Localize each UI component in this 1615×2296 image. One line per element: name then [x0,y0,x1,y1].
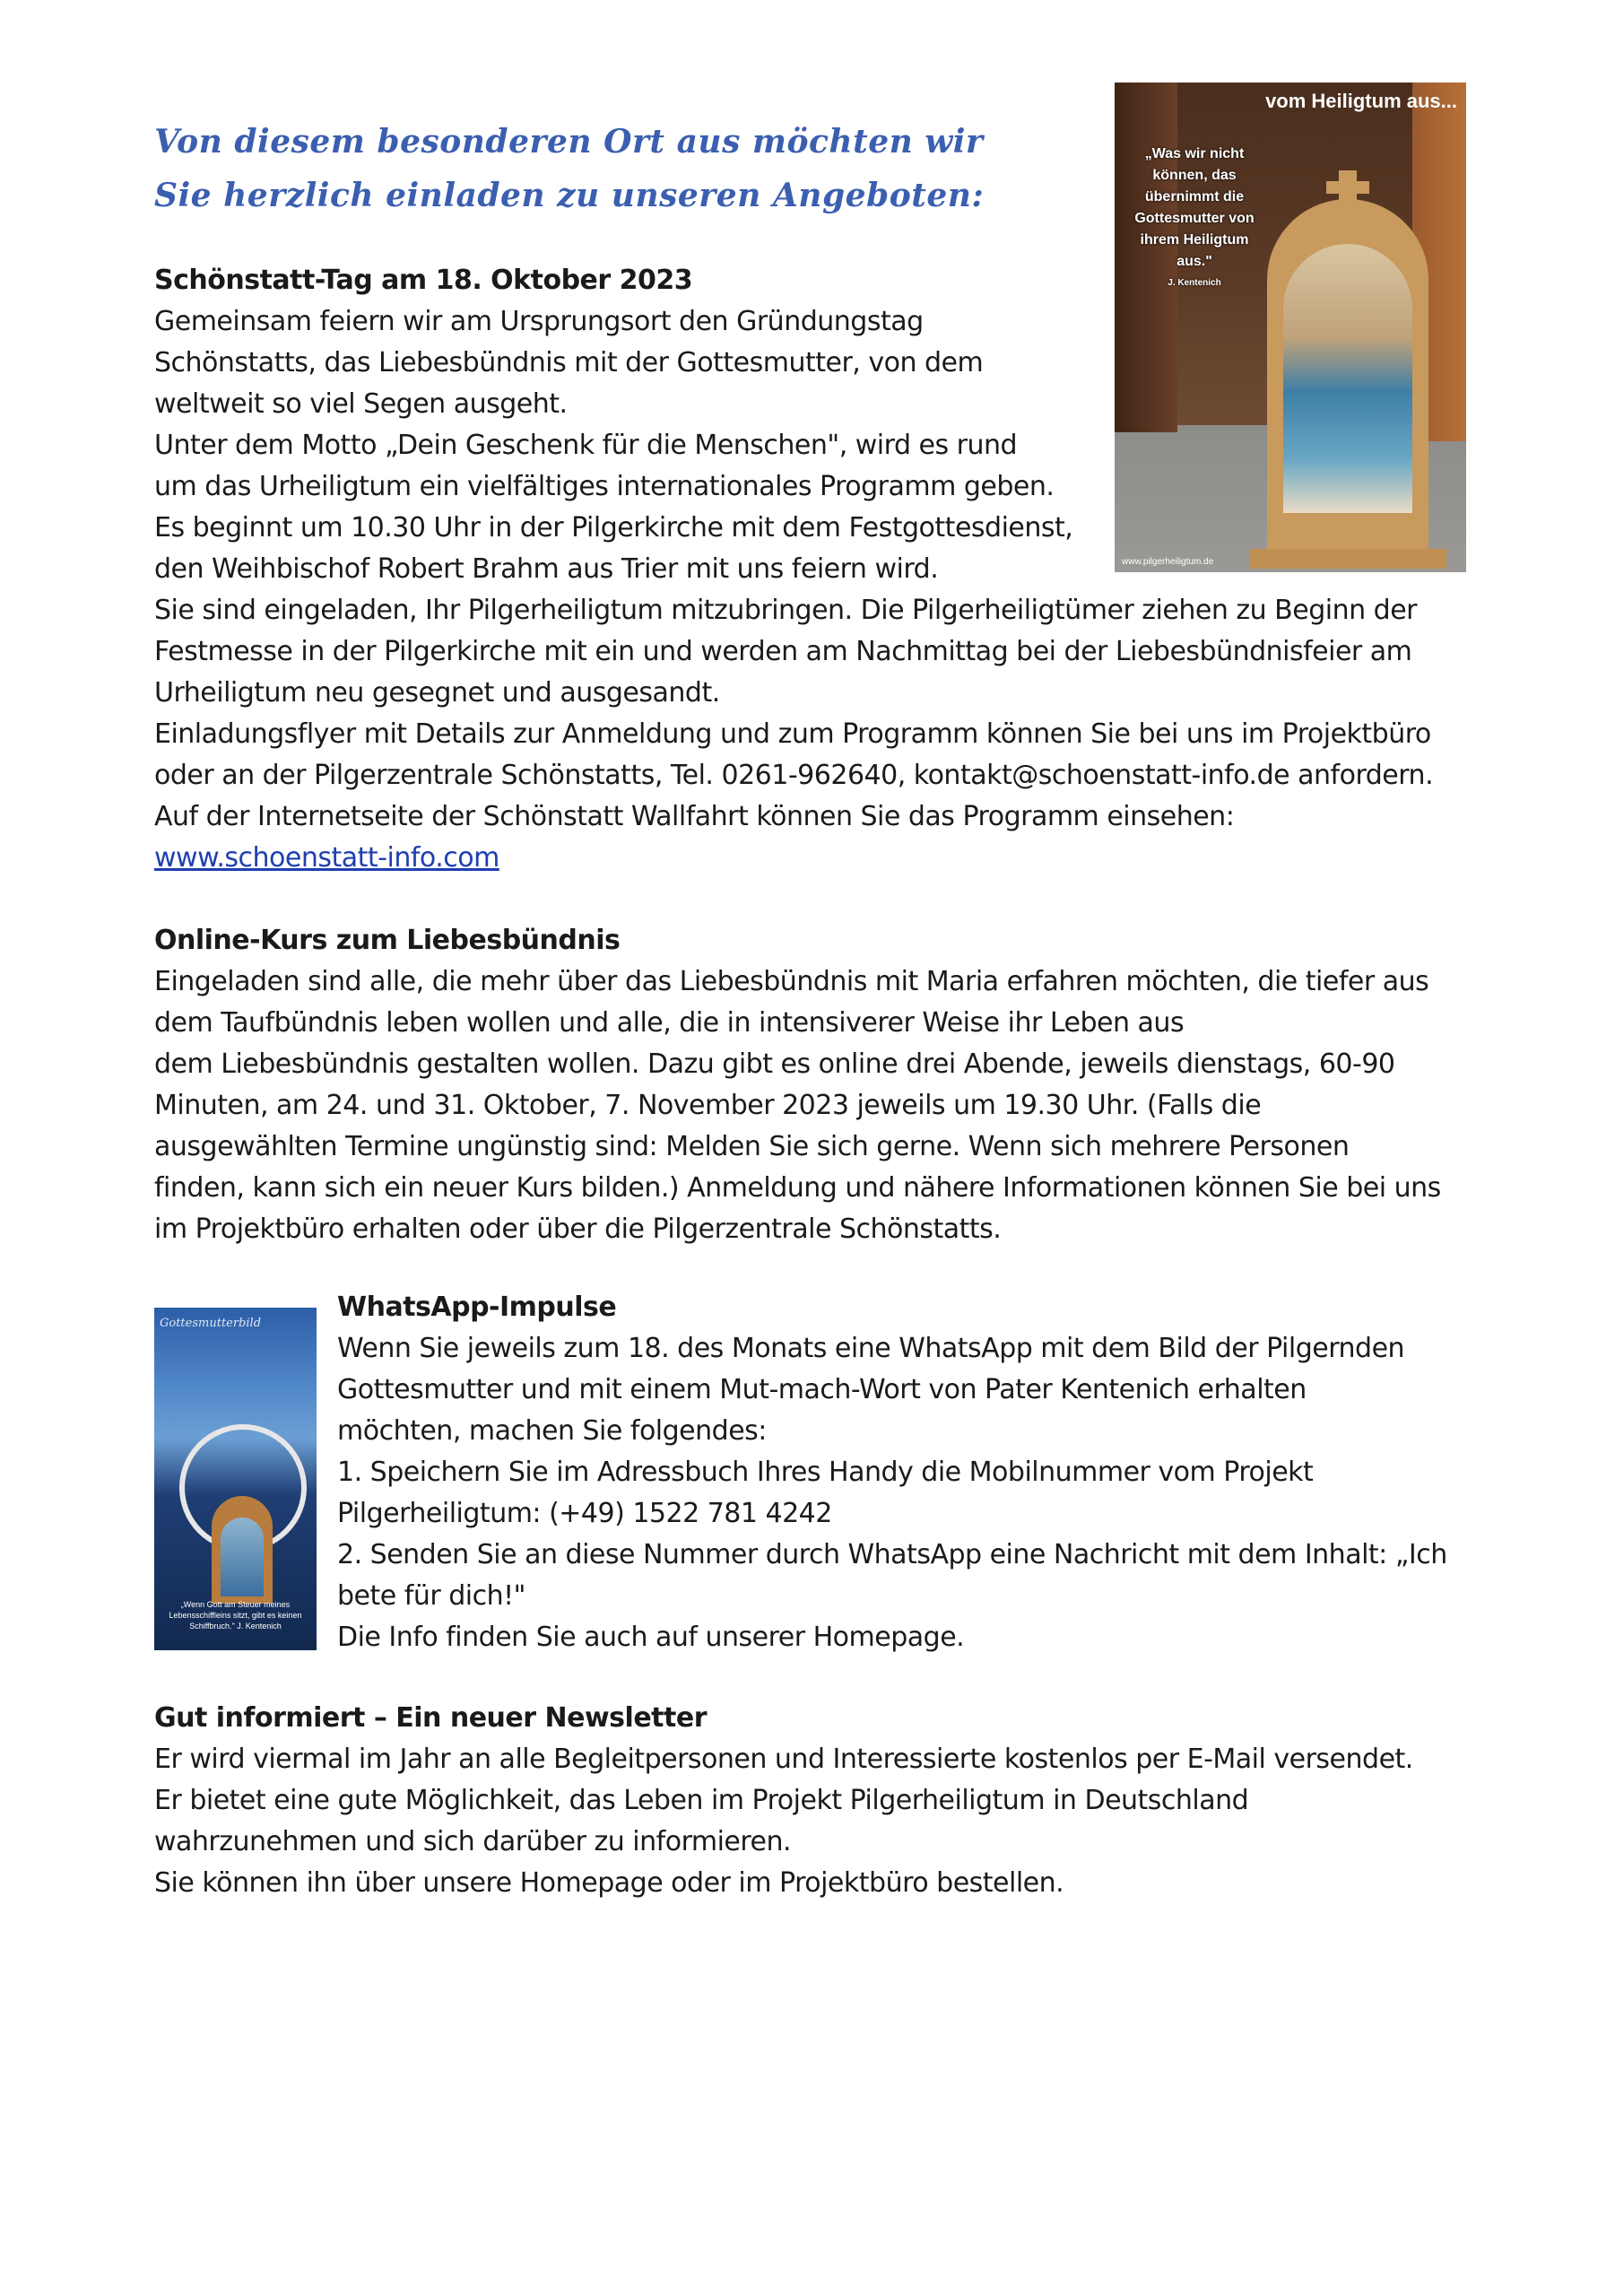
paragraph-line: Es beginnt um 10.30 Uhr in der Pilgerkirche mit dem Festgottesdienst, [154,512,1073,544]
section-newsletter [154,1698,1463,1904]
section-heading: WhatsApp-Impulse [337,1292,617,1323]
intro-line-1: Von diesem besonderen Ort aus möchten wir [154,123,984,161]
paragraph-line: Gottesmutter und mit einem Mut-mach-Wort von Pater Kentenich erhalten [337,1374,1307,1405]
photo-url: www.pilgerheiligtum.de [1122,557,1214,567]
paragraph-line: bete für dich!" [337,1580,525,1612]
paragraph-line: Einladungsflyer mit Details zur Anmeldung und zum Programm können Sie bei uns im Projektbüro [154,718,1431,750]
paragraph-line: oder an der Pilgerzentrale Schönstatts, Tel. 0261-962640, kontakt@schoenstatt-info.de anfordern. [154,760,1434,791]
image-title: Gottesmutterbild [160,1317,262,1330]
section-online-kurs [154,920,1463,1250]
paragraph-line: Er wird viermal im Jahr an alle Begleitpersonen und Interessierte kostenlos per E-Mail versendet. [154,1744,1413,1775]
paragraph-line: Die Info finden Sie auch auf unserer Homepage. [337,1622,965,1653]
paragraph-line: wahrzunehmen und sich darüber zu informieren. [154,1826,792,1857]
section-heading: Schönstatt-Tag am 18. Oktober 2023 [154,265,693,296]
paragraph-line: Pilgerheiligtum: (+49) 1522 781 4242 [337,1498,832,1529]
photo-title: vom Heiligtum aus... [1265,90,1457,112]
paragraph-line: weltweit so viel Segen ausgeht. [154,388,568,420]
section-whatsapp [337,1287,1467,1658]
paragraph-line: 2. Senden Sie an diese Nummer durch WhatsApp eine Nachricht mit dem Inhalt: „Ich [337,1539,1447,1570]
photo-quote-text: „Was wir nicht können, das übernimmt die Gottesmutter von ihrem Heiligtum aus." [1134,146,1255,269]
paragraph-line: Sie können ihn über unsere Homepage oder im Projektbüro bestellen. [154,1867,1064,1899]
paragraph-line: dem Liebesbündnis gestalten wollen. Dazu gibt es online drei Abende, jeweils dienstags, 60-90 [154,1048,1395,1080]
cross-icon [1339,170,1357,219]
section-schoenstatt-tag [154,260,1463,879]
paragraph-line: um das Urheiligtum ein vielfältiges internationales Programm geben. [154,471,1055,502]
whatsapp-impulse-image [154,1308,317,1650]
website-link[interactable]: www.schoenstatt-info.com [154,842,499,874]
paragraph-line: Festmesse in der Pilgerkirche mit ein und werden am Nachmittag bei der Liebesbündnisfeier am [154,636,1412,667]
paragraph-line: möchten, machen Sie folgendes: [337,1415,767,1447]
section-heading: Online-Kurs zum Liebesbündnis [154,925,621,956]
paragraph-line: Unter dem Motto „Dein Geschenk für die Menschen", wird es rund [154,430,1018,461]
paragraph-line: Er bietet eine gute Möglichkeit, das Leben im Projekt Pilgerheiligtum in Deutschland [154,1785,1249,1816]
paragraph-line: ausgewählten Termine ungünstig sind: Melden Sie sich gerne. Wenn sich mehrere Personen [154,1131,1350,1162]
paragraph-line: den Weihbischof Robert Brahm aus Trier mit uns feiern wird. [154,553,939,585]
intro-heading [154,115,1051,222]
paragraph-line: Urheiligtum neu gesegnet und ausgesandt. [154,677,720,709]
paragraph-line: Minuten, am 24. und 31. Oktober, 7. November 2023 jeweils um 19.30 Uhr. (Falls die [154,1090,1262,1121]
image-quote: „Wenn Gott am Steuer meines Lebensschiffleins sitzt, gibt es keinen Schiffbruch." J. Kentenich [169,1600,302,1631]
paragraph-line: finden, kann sich ein neuer Kurs bilden.) Anmeldung und nähere Informationen können Sie bei uns [154,1172,1441,1204]
paragraph-line: Gemeinsam feiern wir am Ursprungsort den Gründungstag [154,306,924,337]
paragraph-line: im Projektbüro erhalten oder über die Pilgerzentrale Schönstatts. [154,1213,1002,1245]
paragraph-line: dem Taufbündnis leben wollen und alle, die in intensiverer Weise ihr Leben aus [154,1007,1185,1039]
intro-line-2: Sie herzlich einladen zu unseren Angeboten: [154,177,985,214]
paragraph-line: Eingeladen sind alle, die mehr über das Liebesbündnis mit Maria erfahren möchten, die tiefer aus [154,966,1429,997]
photo-quote-author: J. Kentenich [1168,278,1221,288]
cross-bar [1326,181,1369,194]
paragraph-line: Wenn Sie jeweils zum 18. des Monats eine WhatsApp mit dem Bild der Pilgernden [337,1333,1405,1364]
paragraph-line: 1. Speichern Sie im Adressbuch Ihres Handy die Mobilnummer vom Projekt [337,1457,1314,1488]
paragraph-line: Auf der Internetseite der Schönstatt Wallfahrt können Sie das Programm einsehen: [154,801,1235,832]
section-heading: Gut informiert – Ein neuer Newsletter [154,1702,707,1734]
paragraph-line: Sie sind eingeladen, Ihr Pilgerheiligtum mitzubringen. Die Pilgerheiligtümer ziehen zu Beginn der [154,595,1417,626]
paragraph-line: Schönstatts, das Liebesbündnis mit der Gottesmutter, von dem [154,347,984,378]
shrine-icon [212,1496,273,1604]
